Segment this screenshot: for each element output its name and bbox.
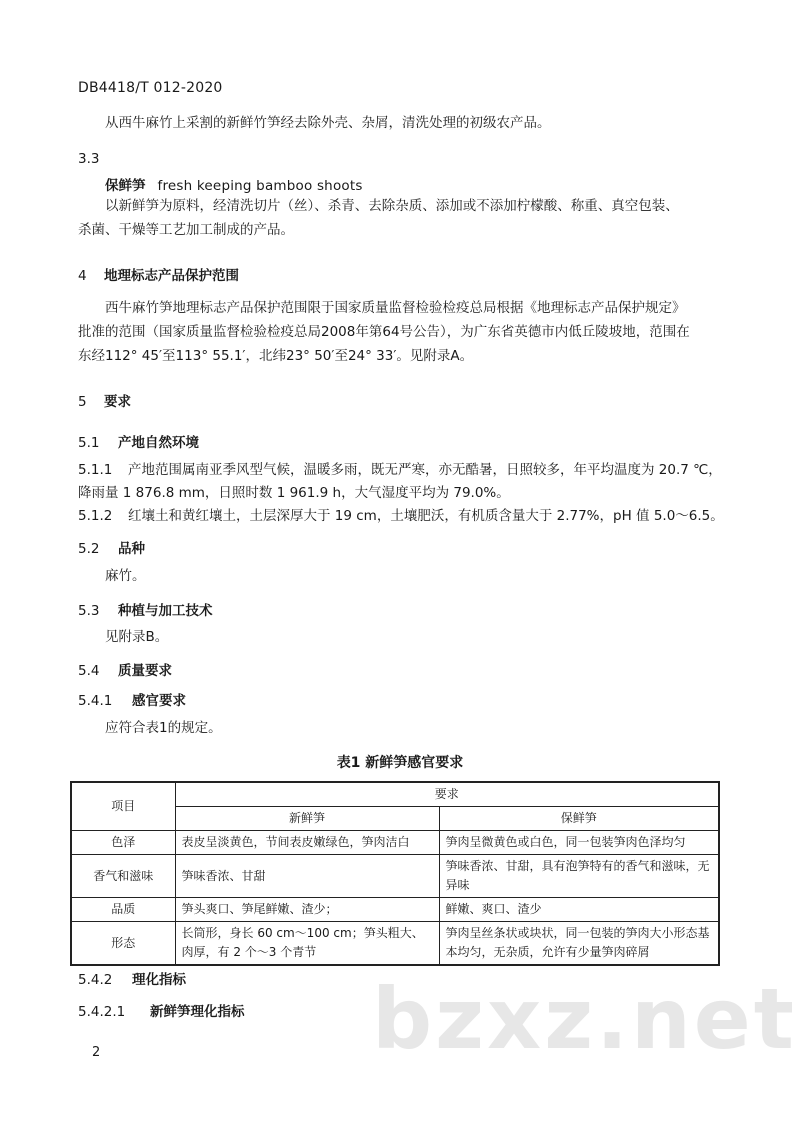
clause-5-2-text: 麻竹。 [105, 568, 146, 584]
clause-5-4-2-number: 5.4.2 [78, 972, 113, 988]
clause-5-1-number: 5.1 [78, 435, 100, 451]
clause-5-1-2-text: 红壤土和黄红壤土，土层深厚大于 19 cm，土壤肥沃，有机质含量大于 2.77%，pH 值 5.0～6.5。 [128, 508, 724, 524]
clause-5-3-number: 5.3 [78, 603, 100, 619]
clause-5-4-1-number: 5.4.1 [78, 693, 113, 709]
table-1 [70, 781, 720, 966]
page-number: 2 [92, 1045, 101, 1060]
clause-5-4-2-title: 理化指标 [132, 972, 186, 988]
section-4-line-1: 西牛麻竹笋地理标志产品保护范围限于国家质量监督检验检疫总局根据《地理标志产品保护规定》 [105, 300, 686, 316]
watermark: bzxz.net [372, 970, 797, 1068]
section-4-number: 4 [78, 268, 87, 284]
row-item: 形态 [71, 922, 175, 966]
clause-5-1-1-line-1 [78, 458, 722, 482]
section-5-title: 要求 [104, 394, 131, 410]
clause-5-4-1-heading [78, 689, 186, 709]
clause-5-4-2-1-number: 5.4.2.1 [78, 1004, 126, 1020]
clause-5-3-text: 见附录B。 [105, 629, 169, 645]
table-row [71, 922, 719, 966]
table-header-row [71, 782, 719, 807]
definition-line-2: 杀菌、干燥等工艺加工制成的产品。 [78, 222, 294, 238]
section-4-line-2: 批准的范围（国家质量监督检验检疫总局2008年第64号公告），为广东省英德市内低丘陵坡地，范围在 [78, 324, 690, 340]
section-4-line-3: 东经112° 45′至113° 55.1′，北纬23° 50′至24° 33′。见附录A。 [78, 348, 474, 364]
section-4-heading [78, 264, 239, 284]
section-5-heading [78, 390, 131, 410]
header-item: 项目 [71, 782, 175, 831]
row-keep: 笋肉呈微黄色或白色，同一包装笋肉色泽均匀 [439, 831, 719, 855]
row-keep: 鲜嫩、爽口、渣少 [439, 898, 719, 922]
intro-line: 从西牛麻竹上采割的新鲜竹笋经去除外壳、杂屑，清洗处理的初级农产品。 [105, 115, 551, 131]
clause-5-1-title: 产地自然环境 [118, 435, 199, 451]
section-5-number: 5 [78, 394, 87, 410]
row-keep: 笋肉呈丝条状或块状，同一包装的笋肉大小形态基本均匀，无杂质，允许有少量笋肉碎屑 [439, 922, 719, 966]
clause-5-1-heading [78, 431, 199, 451]
clause-3-3-number: 3.3 [78, 151, 100, 167]
row-item: 品质 [71, 898, 175, 922]
section-4-title: 地理标志产品保护范围 [104, 268, 239, 284]
row-item: 色泽 [71, 831, 175, 855]
clause-5-3-title: 种植与加工技术 [118, 603, 213, 619]
clause-5-1-1-line-2: 降雨量 1 876.8 mm，日照时数 1 961.9 h，大气湿度平均为 79.0%。 [78, 485, 510, 501]
header-keep: 保鲜笋 [439, 807, 719, 831]
row-fresh: 笋味香浓、甘甜 [175, 855, 439, 898]
row-keep: 笋味香浓、甘甜，具有泡笋特有的香气和滋味，无异味 [439, 855, 719, 898]
clause-5-2-title: 品种 [118, 541, 145, 557]
definition-line-1: 以新鲜笋为原料，经清洗切片（丝）、杀青、去除杂质、添加或不添加柠檬酸、称重、真空包装、 [105, 198, 679, 214]
clause-5-2-heading [78, 537, 145, 557]
table-row [71, 831, 719, 855]
term-cn: 保鲜笋 [105, 178, 146, 194]
clause-5-4-2-1-title: 新鲜笋理化指标 [150, 1004, 245, 1020]
clause-5-1-2-number: 5.1.2 [78, 508, 113, 524]
term-heading [105, 174, 363, 194]
document-code: DB4418/T 012-2020 [78, 80, 223, 96]
row-fresh: 长筒形，身长 60 cm～100 cm；笋头粗大、肉厚，有 2 个～3 个青节 [175, 922, 439, 966]
clause-5-1-2-line [78, 504, 724, 528]
clause-5-1-1-text: 产地范围属南亚季风型气候，温暖多雨，既无严寒，亦无酷暑，日照较多，年平均温度为 20.7 ℃， [128, 462, 722, 478]
table-1-title: 表1 新鲜笋感官要求 [336, 755, 464, 771]
clause-5-3-heading [78, 599, 213, 619]
table-row [71, 898, 719, 922]
row-fresh: 表皮呈淡黄色，节间表皮嫩绿色，笋肉洁白 [175, 831, 439, 855]
clause-5-4-1-text: 应符合表1的规定。 [105, 720, 222, 736]
header-fresh: 新鲜笋 [175, 807, 439, 831]
clause-5-4-heading [78, 659, 172, 679]
term-en: fresh keeping bamboo shoots [157, 178, 363, 194]
clause-5-4-title: 质量要求 [118, 663, 172, 679]
table-row [71, 855, 719, 898]
row-item: 香气和滋味 [71, 855, 175, 898]
clause-5-4-1-title: 感官要求 [132, 693, 186, 709]
clause-5-4-2-1-heading [78, 1000, 245, 1020]
clause-5-4-number: 5.4 [78, 663, 100, 679]
row-fresh: 笋头爽口、笋尾鲜嫩、渣少； [175, 898, 439, 922]
clause-5-1-1-number: 5.1.1 [78, 462, 113, 478]
header-requirement: 要求 [175, 782, 719, 807]
clause-5-2-number: 5.2 [78, 541, 100, 557]
clause-5-4-2-heading [78, 968, 186, 988]
